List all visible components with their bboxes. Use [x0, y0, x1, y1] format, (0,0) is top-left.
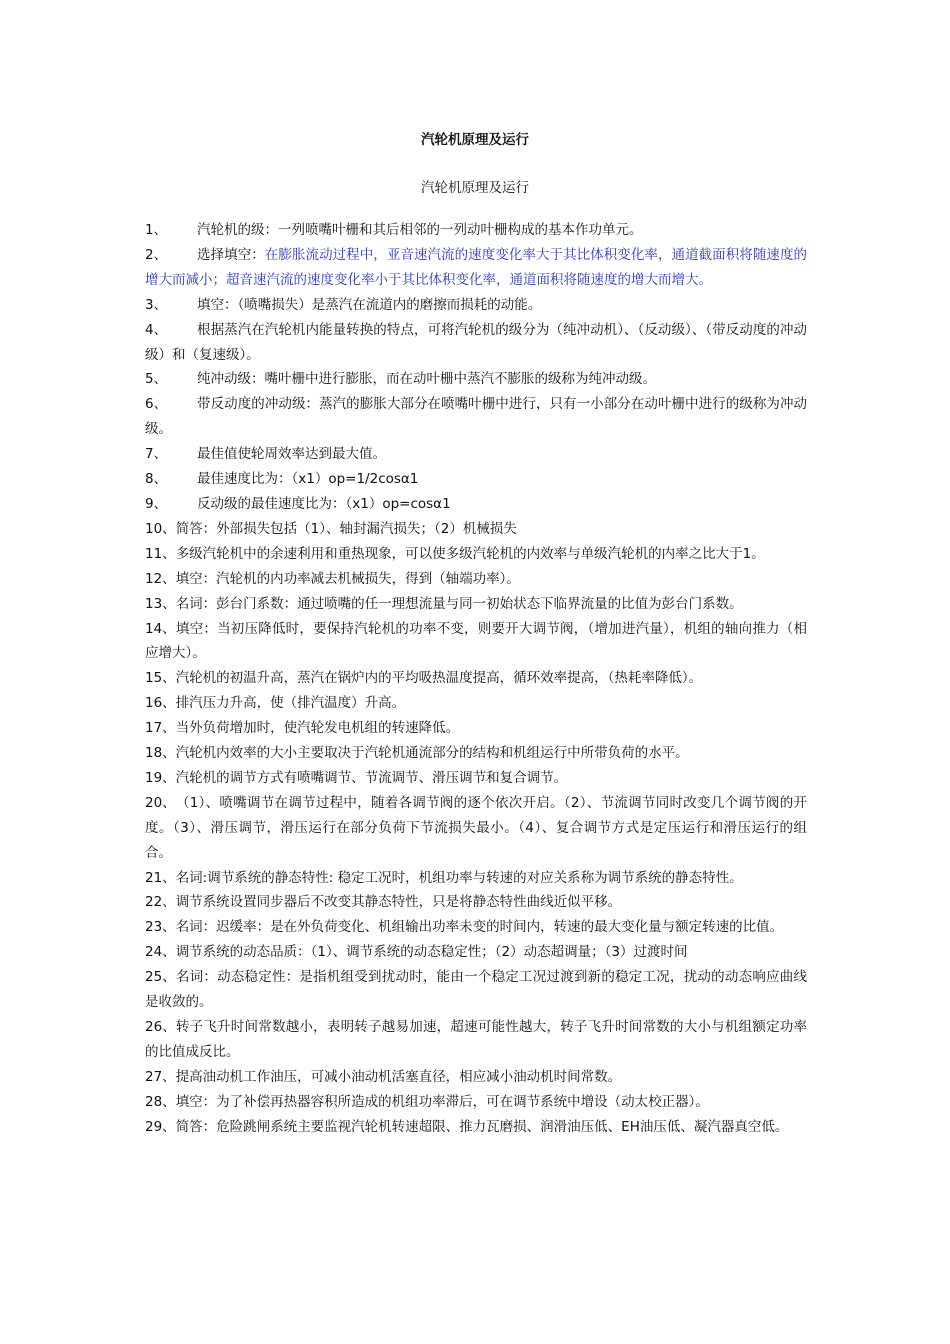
item-text: 最佳速度比为：（x1）op=1/2cosα1 [197, 471, 419, 488]
item-text: 汽轮机的调节方式有喷嘴调节、节流调节、滑压调节和复合调节。 [175, 769, 568, 786]
document-subtitle: 汽轮机原理及运行 [421, 180, 529, 196]
document-title: 汽轮机原理及运行 [421, 132, 529, 148]
list-item [145, 293, 807, 318]
item-text: 当外负荷增加时，使汽轮发电机组的转速降低。 [175, 720, 460, 737]
item-number: 22、 [145, 894, 176, 911]
item-number: 2、 [145, 246, 168, 263]
list-item [145, 442, 807, 467]
item-number: 19、 [145, 769, 176, 786]
item-number: 26、 [145, 1019, 176, 1035]
list-item [145, 791, 807, 866]
list-item [145, 367, 807, 392]
list-item [145, 965, 807, 1015]
item-number: 27、 [145, 1068, 176, 1085]
item-number: 17、 [145, 720, 176, 737]
item-number: 10、 [145, 520, 176, 537]
list-item [145, 492, 807, 517]
item-text: 转子飞升时间常数越小，表明转子越易加速，超速可能性越大，转子飞升时间常数的大小与机组额定功率的比值成反比。 [145, 1019, 807, 1060]
item-number: 1、 [145, 222, 168, 238]
item-number: 21、 [145, 869, 176, 886]
list-item [145, 666, 807, 691]
item-number: 14、 [145, 620, 176, 637]
list-item [145, 592, 807, 617]
item-text: 名词:调节系统的静态特性: 稳定工况时，机组功率与转速的对应关系称为调节系统的静态特性。 [175, 869, 743, 886]
item-number: 11、 [145, 545, 176, 562]
item-text: 排汽压力升高，使（排汽温度）升高。 [175, 695, 406, 712]
item-text: 根据蒸汽在汽轮机内能量转换的特点，可将汽轮机的级分为（纯冲动机）、（反动级）、（带反动度的冲动级）和（复速级）。 [145, 321, 807, 363]
item-number: 4、 [145, 321, 168, 338]
item-number: 18、 [145, 745, 176, 762]
list-item [145, 866, 807, 891]
item-text: 名词：迟缓率：是在外负荷变化、机组输出功率未变的时间内，转速的最大变化量与额定转速的比值。 [175, 919, 784, 936]
list-item [145, 766, 807, 791]
item-text: 多级汽轮机中的余速利用和重热现象，可以使多级汽轮机的内效率与单级汽轮机的内率之比大于1。 [175, 545, 765, 562]
item-text: 名词：彭台门系数：通过喷嘴的任一理想流量与同一初始状态下临界流量的比值为彭台门系数。 [175, 595, 743, 612]
item-highlight-text: 在膨胀流动过程中，亚音速汽流的速度变化率大于其比体积变化率，通道截面积将随速度的增大而减小；超音速汽流的速度变化率小于其比体积变化率，通道面积将随速度的增大而增大。 [145, 246, 808, 288]
item-text: 调节系统的动态品质：（1）、调节系统的动态稳定性；（2）动态超调量；（3）过渡时间 [175, 944, 688, 961]
list-item [145, 1115, 807, 1140]
document-body [145, 218, 807, 1140]
item-number: 12、 [145, 570, 176, 587]
item-text: 反动级的最佳速度比为：（x1）op=cosα1 [197, 495, 451, 512]
item-text: 填空：（喷嘴损失）是蒸汽在流道内的磨擦而损耗的动能。 [197, 296, 542, 313]
list-item [145, 1065, 807, 1090]
item-number: 6、 [145, 396, 168, 413]
item-number: 28、 [145, 1093, 176, 1110]
item-number: 29、 [145, 1118, 176, 1135]
item-text: 汽轮机的级：一列喷嘴叶栅和其后相邻的一列动叶栅构成的基本作功单元。 [197, 222, 643, 238]
item-number: 15、 [145, 670, 176, 687]
list-item [145, 617, 807, 667]
item-text: 填空：为了补偿再热器容积所造成的机组功率滞后，可在调节系统中增设（动太校正器）。 [175, 1093, 709, 1110]
item-number: 7、 [145, 446, 168, 463]
item-number: 5、 [145, 371, 168, 388]
item-number: 13、 [145, 595, 176, 612]
item-text: 带反动度的冲动级：蒸汽的膨胀大部分在喷嘴叶栅中进行，只有一小部分在动叶栅中进行的级称为冲动级。 [145, 396, 807, 438]
list-item [145, 542, 807, 567]
list-item [145, 517, 807, 542]
list-item [145, 716, 807, 741]
item-number: 8、 [145, 471, 168, 488]
item-text: 纯冲动级：嘴叶栅中进行膨胀，而在动叶栅中蒸汽不膨胀的级称为纯冲动级。 [197, 371, 656, 388]
item-number: 20、 [145, 794, 176, 811]
list-item [145, 890, 807, 915]
list-item [145, 243, 807, 293]
item-text: 选择填空： [197, 246, 265, 263]
list-item [145, 940, 807, 965]
item-text: 最佳值使轮周效率达到最大值。 [197, 446, 386, 463]
list-item [145, 392, 807, 442]
item-text: 填空：当初压降低时，要保持汽轮机的功率不变，则要开大调节阀，（增加进汽量），机组的轴向推力（相应增大）。 [145, 620, 807, 662]
item-text: 汽轮机内效率的大小主要取决于汽轮机通流部分的结构和机组运行中所带负荷的水平。 [175, 745, 689, 762]
list-item [145, 915, 807, 940]
item-number: 3、 [145, 296, 168, 313]
item-number: 9、 [145, 495, 168, 512]
item-text: 简答：危险跳闸系统主要监视汽轮机转速超限、推力瓦磨损、润滑油压低、EH油压低、凝汽器真空低。 [175, 1118, 789, 1135]
list-item [145, 1090, 807, 1115]
list-item [145, 467, 807, 492]
item-text: （1）、喷嘴调节在调节过程中，随着各调节阀的逐个依次开启。（2）、节流调节同时改变几个调节阀的开度。（3）、滑压调节，滑压运行在部分负荷下节流损失最小。（4）、复合调节方式是定压运行和滑压运行的组合。 [145, 794, 807, 861]
item-text: 调节系统设置同步器后不改变其静态特性，只是将静态特性曲线近似平移。 [175, 894, 622, 911]
item-text: 简答：外部损失包括（1）、轴封漏汽损失；（2）机械损失 [175, 520, 517, 537]
list-item [145, 218, 807, 243]
list-item [145, 741, 807, 766]
list-item [145, 318, 807, 368]
list-item [145, 567, 807, 592]
item-number: 23、 [145, 919, 176, 936]
item-text: 提高油动机工作油压，可减小油动机活塞直径，相应减小油动机时间常数。 [175, 1068, 622, 1085]
list-item [145, 1015, 807, 1065]
item-text: 填空：汽轮机的内功率减去机械损失，得到（轴端功率）。 [175, 570, 520, 587]
item-text: 名词：动态稳定性：是指机组受到扰动时，能由一个稳定工况过渡到新的稳定工况，扰动的动态响应曲线是收敛的。 [145, 969, 807, 1011]
item-number: 16、 [145, 695, 176, 712]
list-item [145, 691, 807, 716]
item-number: 24、 [145, 944, 176, 961]
item-text: 汽轮机的初温升高，蒸汽在锅炉内的平均吸热温度提高，循环效率提高，（热耗率降低）。 [175, 670, 703, 687]
item-number: 25、 [145, 969, 176, 986]
